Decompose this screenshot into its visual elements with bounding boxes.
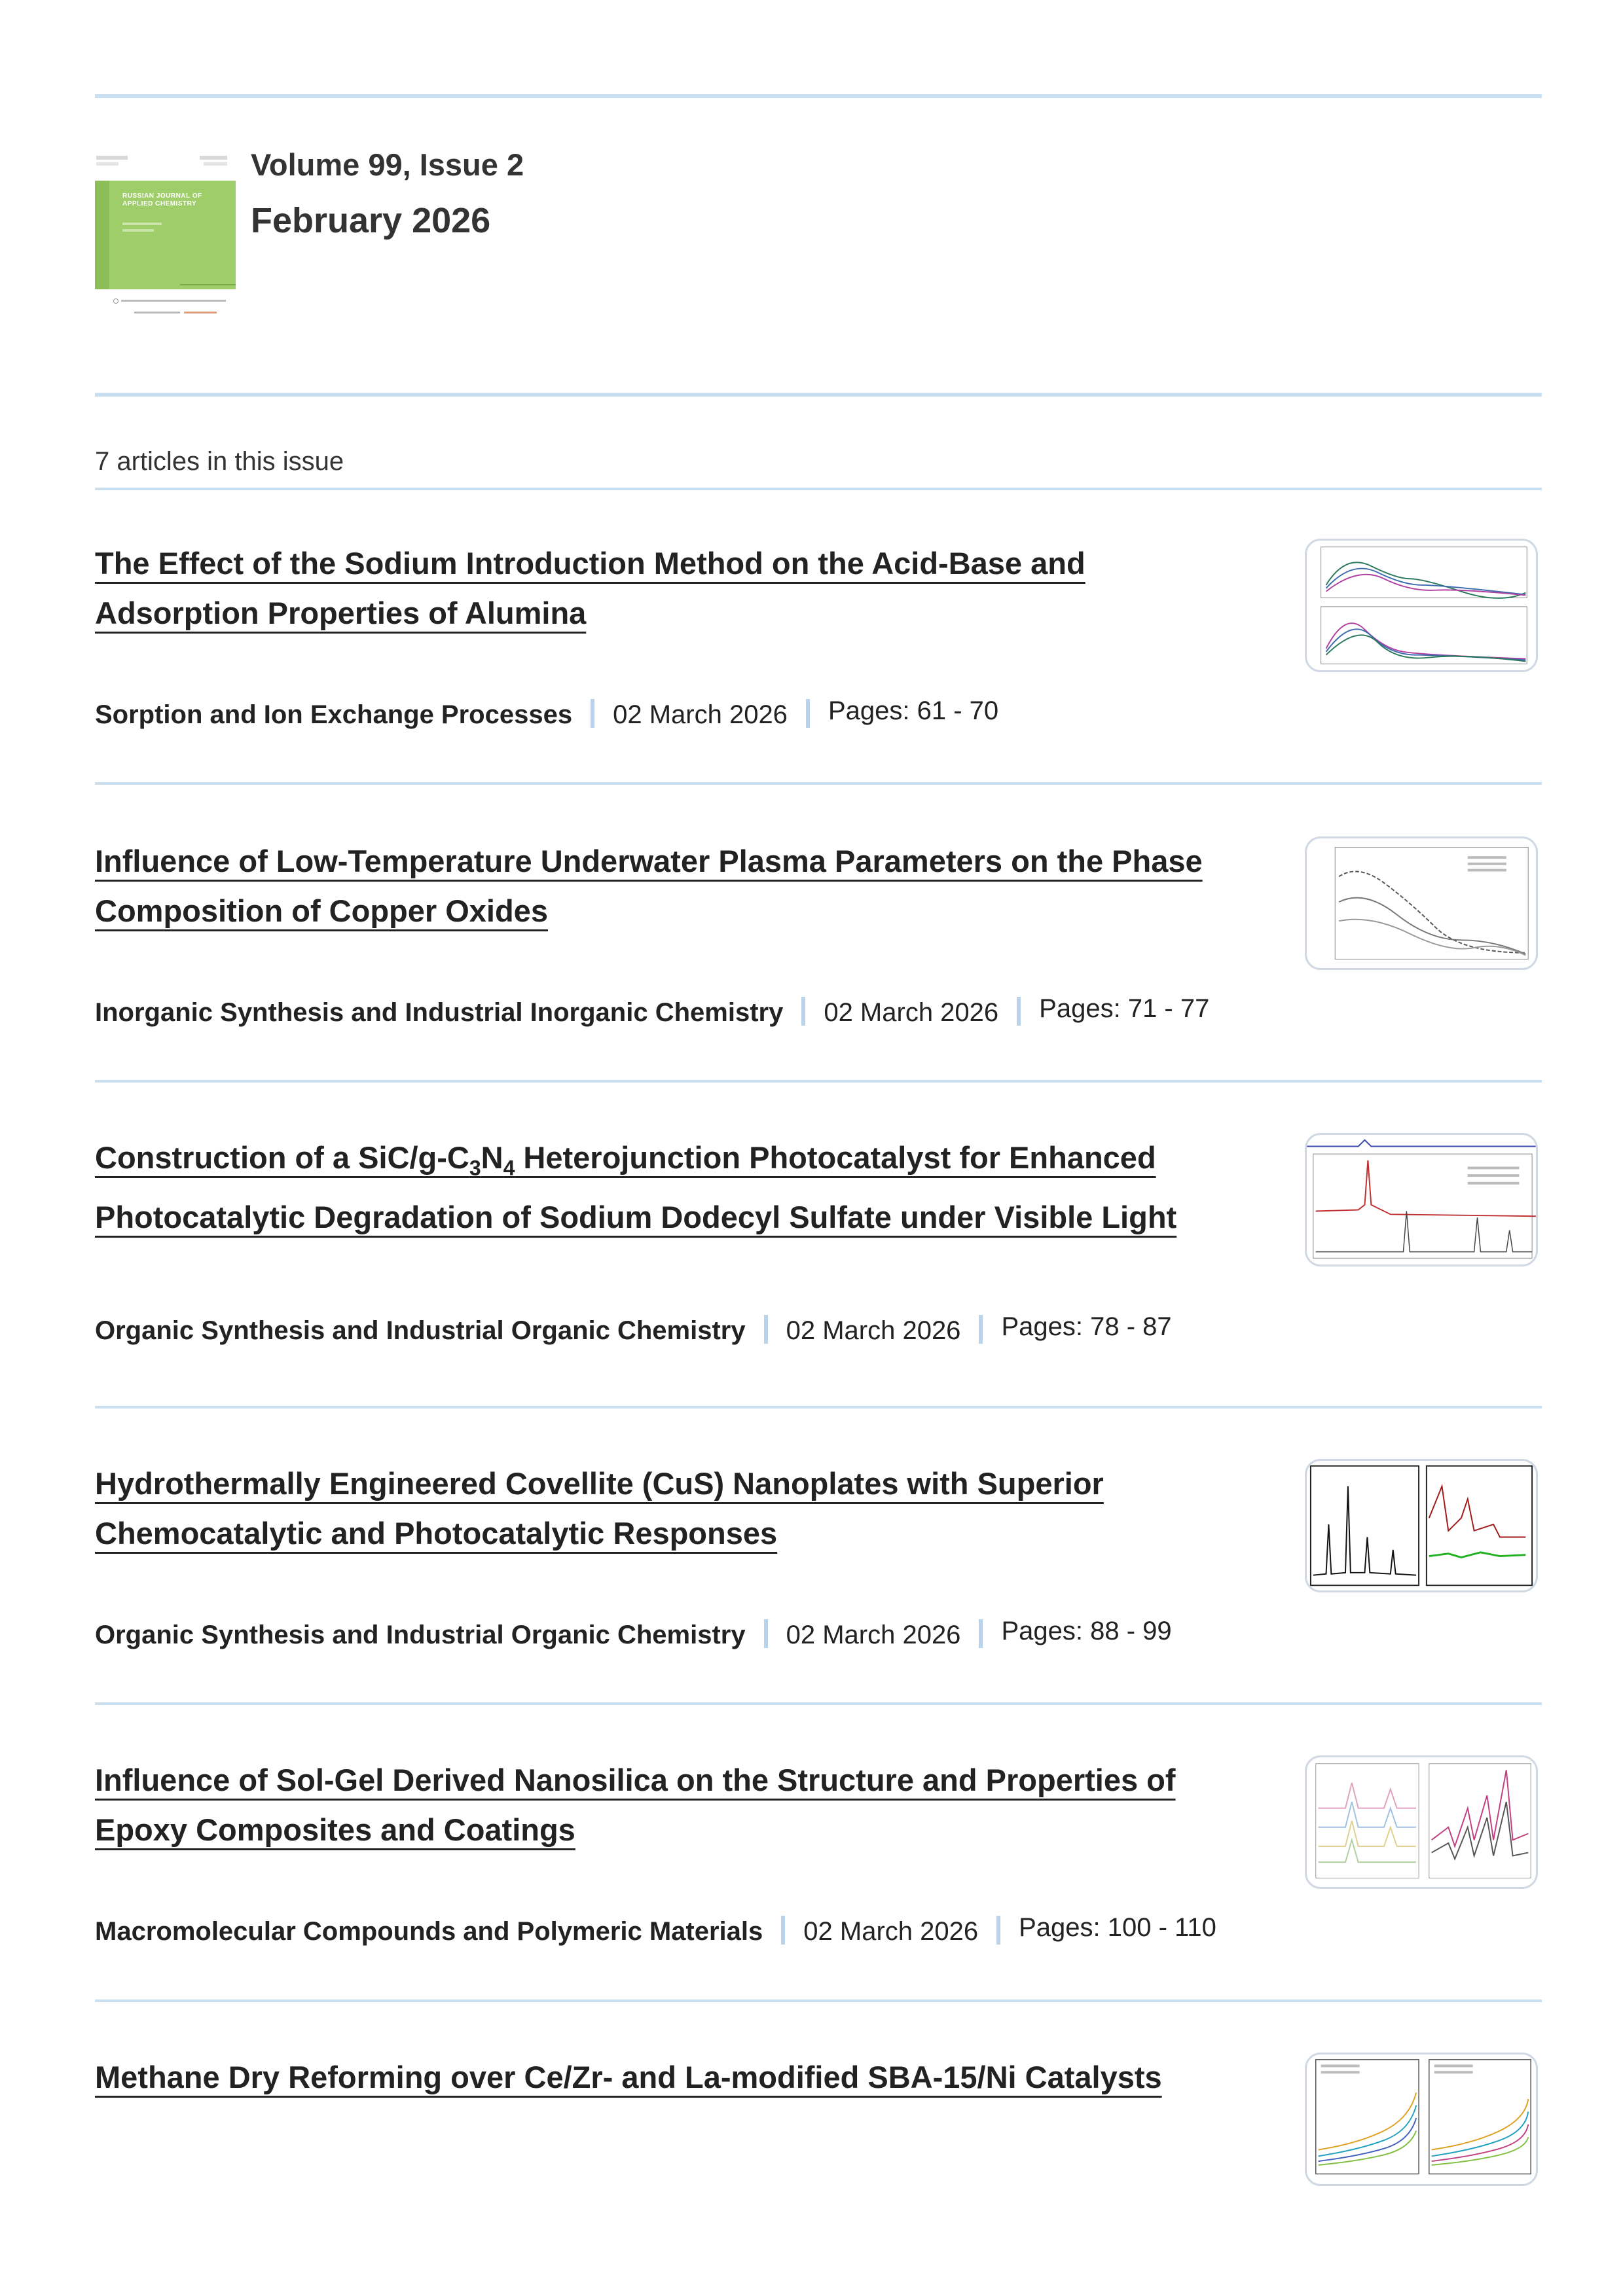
article-divider <box>95 1080 1542 1083</box>
article-date: 02 March 2026 <box>786 1316 961 1345</box>
article-meta <box>95 696 999 730</box>
meta-separator <box>1017 997 1021 1026</box>
article-divider <box>95 782 1542 785</box>
journal-cover-image[interactable] <box>95 156 236 326</box>
article-section: Sorption and Ion Exchange Processes <box>95 700 573 729</box>
article-meta <box>95 994 1210 1028</box>
chart-thumbnail-icon[interactable] <box>1305 836 1538 970</box>
header-divider <box>95 393 1542 397</box>
article-divider <box>95 2000 1542 2002</box>
meta-separator <box>801 997 805 1026</box>
article-title-link[interactable]: Hydrothermally Engineered Covellite (CuS) Nanoplates with Superior Chemocatalytic and Photocatalytic Responses <box>95 1466 1104 1551</box>
chart-thumbnail-icon[interactable] <box>1305 2053 1538 2186</box>
meta-separator <box>781 1916 785 1945</box>
issue-date: February 2026 <box>251 201 491 240</box>
article-pages: Pages: 61 - 70 <box>828 696 999 725</box>
article-title-link[interactable]: Construction of a SiC/$g-C_3N_4$ Heterojunction Photocatalyst for Enhanced Photocatalytic Degradation of Sodium Dodecyl Sulfate under Visible Light <box>95 1140 1177 1235</box>
meta-separator <box>764 1315 768 1344</box>
article-pages: Pages: 88 - 99 <box>1001 1617 1172 1645</box>
article-divider <box>95 1406 1542 1408</box>
article-section: Organic Synthesis and Industrial Organic Chemistry <box>95 1621 746 1649</box>
meta-separator <box>764 1619 768 1648</box>
article-section: Inorganic Synthesis and Industrial Inorganic Chemistry <box>95 998 784 1027</box>
volume-issue: Volume 99, Issue 2 <box>251 147 524 182</box>
article-pages: Pages: 78 - 87 <box>1001 1312 1172 1341</box>
meta-separator <box>806 699 810 728</box>
springer-logo-icon <box>134 310 219 315</box>
article-date: 02 March 2026 <box>786 1621 961 1649</box>
article-meta <box>95 1312 1172 1346</box>
article-meta <box>95 1617 1172 1651</box>
article-title-link[interactable]: Methane Dry Reforming over Ce/Zr- and La-modified SBA-15/Ni Catalysts <box>95 2060 1162 2094</box>
cover-green-panel <box>95 181 236 289</box>
chart-thumbnail-icon[interactable] <box>1305 1133 1538 1266</box>
article-date: 02 March 2026 <box>824 998 999 1027</box>
article-title-link[interactable]: Influence of Low-Temperature Underwater Plasma Parameters on the Phase Composition of Copper Oxides <box>95 844 1203 928</box>
article-divider <box>95 1702 1542 1705</box>
article-title-link[interactable]: The Effect of the Sodium Introduction Method on the Acid-Base and Adsorption Properties of Alumina <box>95 546 1085 630</box>
cover-journal-name: RUSSIAN JOURNAL OF APPLIED CHEMISTRY <box>122 192 202 207</box>
meta-separator <box>979 1619 983 1648</box>
article-date: 02 March 2026 <box>613 700 788 729</box>
article-count: 7 articles in this issue <box>95 447 344 476</box>
meta-separator <box>979 1315 983 1344</box>
article-section: Macromolecular Compounds and Polymeric Materials <box>95 1917 763 1946</box>
chart-thumbnail-icon[interactable] <box>1305 539 1538 672</box>
meta-separator <box>591 699 594 728</box>
article-pages: Pages: 100 - 110 <box>1019 1913 1216 1942</box>
article-title-link[interactable]: Influence of Sol-Gel Derived Nanosilica on the Structure and Properties of Epoxy Composites and Coatings <box>95 1763 1176 1847</box>
list-divider <box>95 488 1542 490</box>
chart-thumbnail-icon[interactable] <box>1305 1459 1538 1592</box>
article-section: Organic Synthesis and Industrial Organic Chemistry <box>95 1316 746 1345</box>
article-date: 02 March 2026 <box>803 1917 979 1946</box>
article-meta <box>95 1913 1216 1947</box>
article-pages: Pages: 71 - 77 <box>1039 994 1210 1023</box>
issue-page <box>95 0 1542 2296</box>
meta-separator <box>996 1916 1000 1945</box>
top-divider <box>95 94 1542 98</box>
chart-thumbnail-icon[interactable] <box>1305 1755 1538 1889</box>
publisher-logo-icon <box>113 298 228 304</box>
